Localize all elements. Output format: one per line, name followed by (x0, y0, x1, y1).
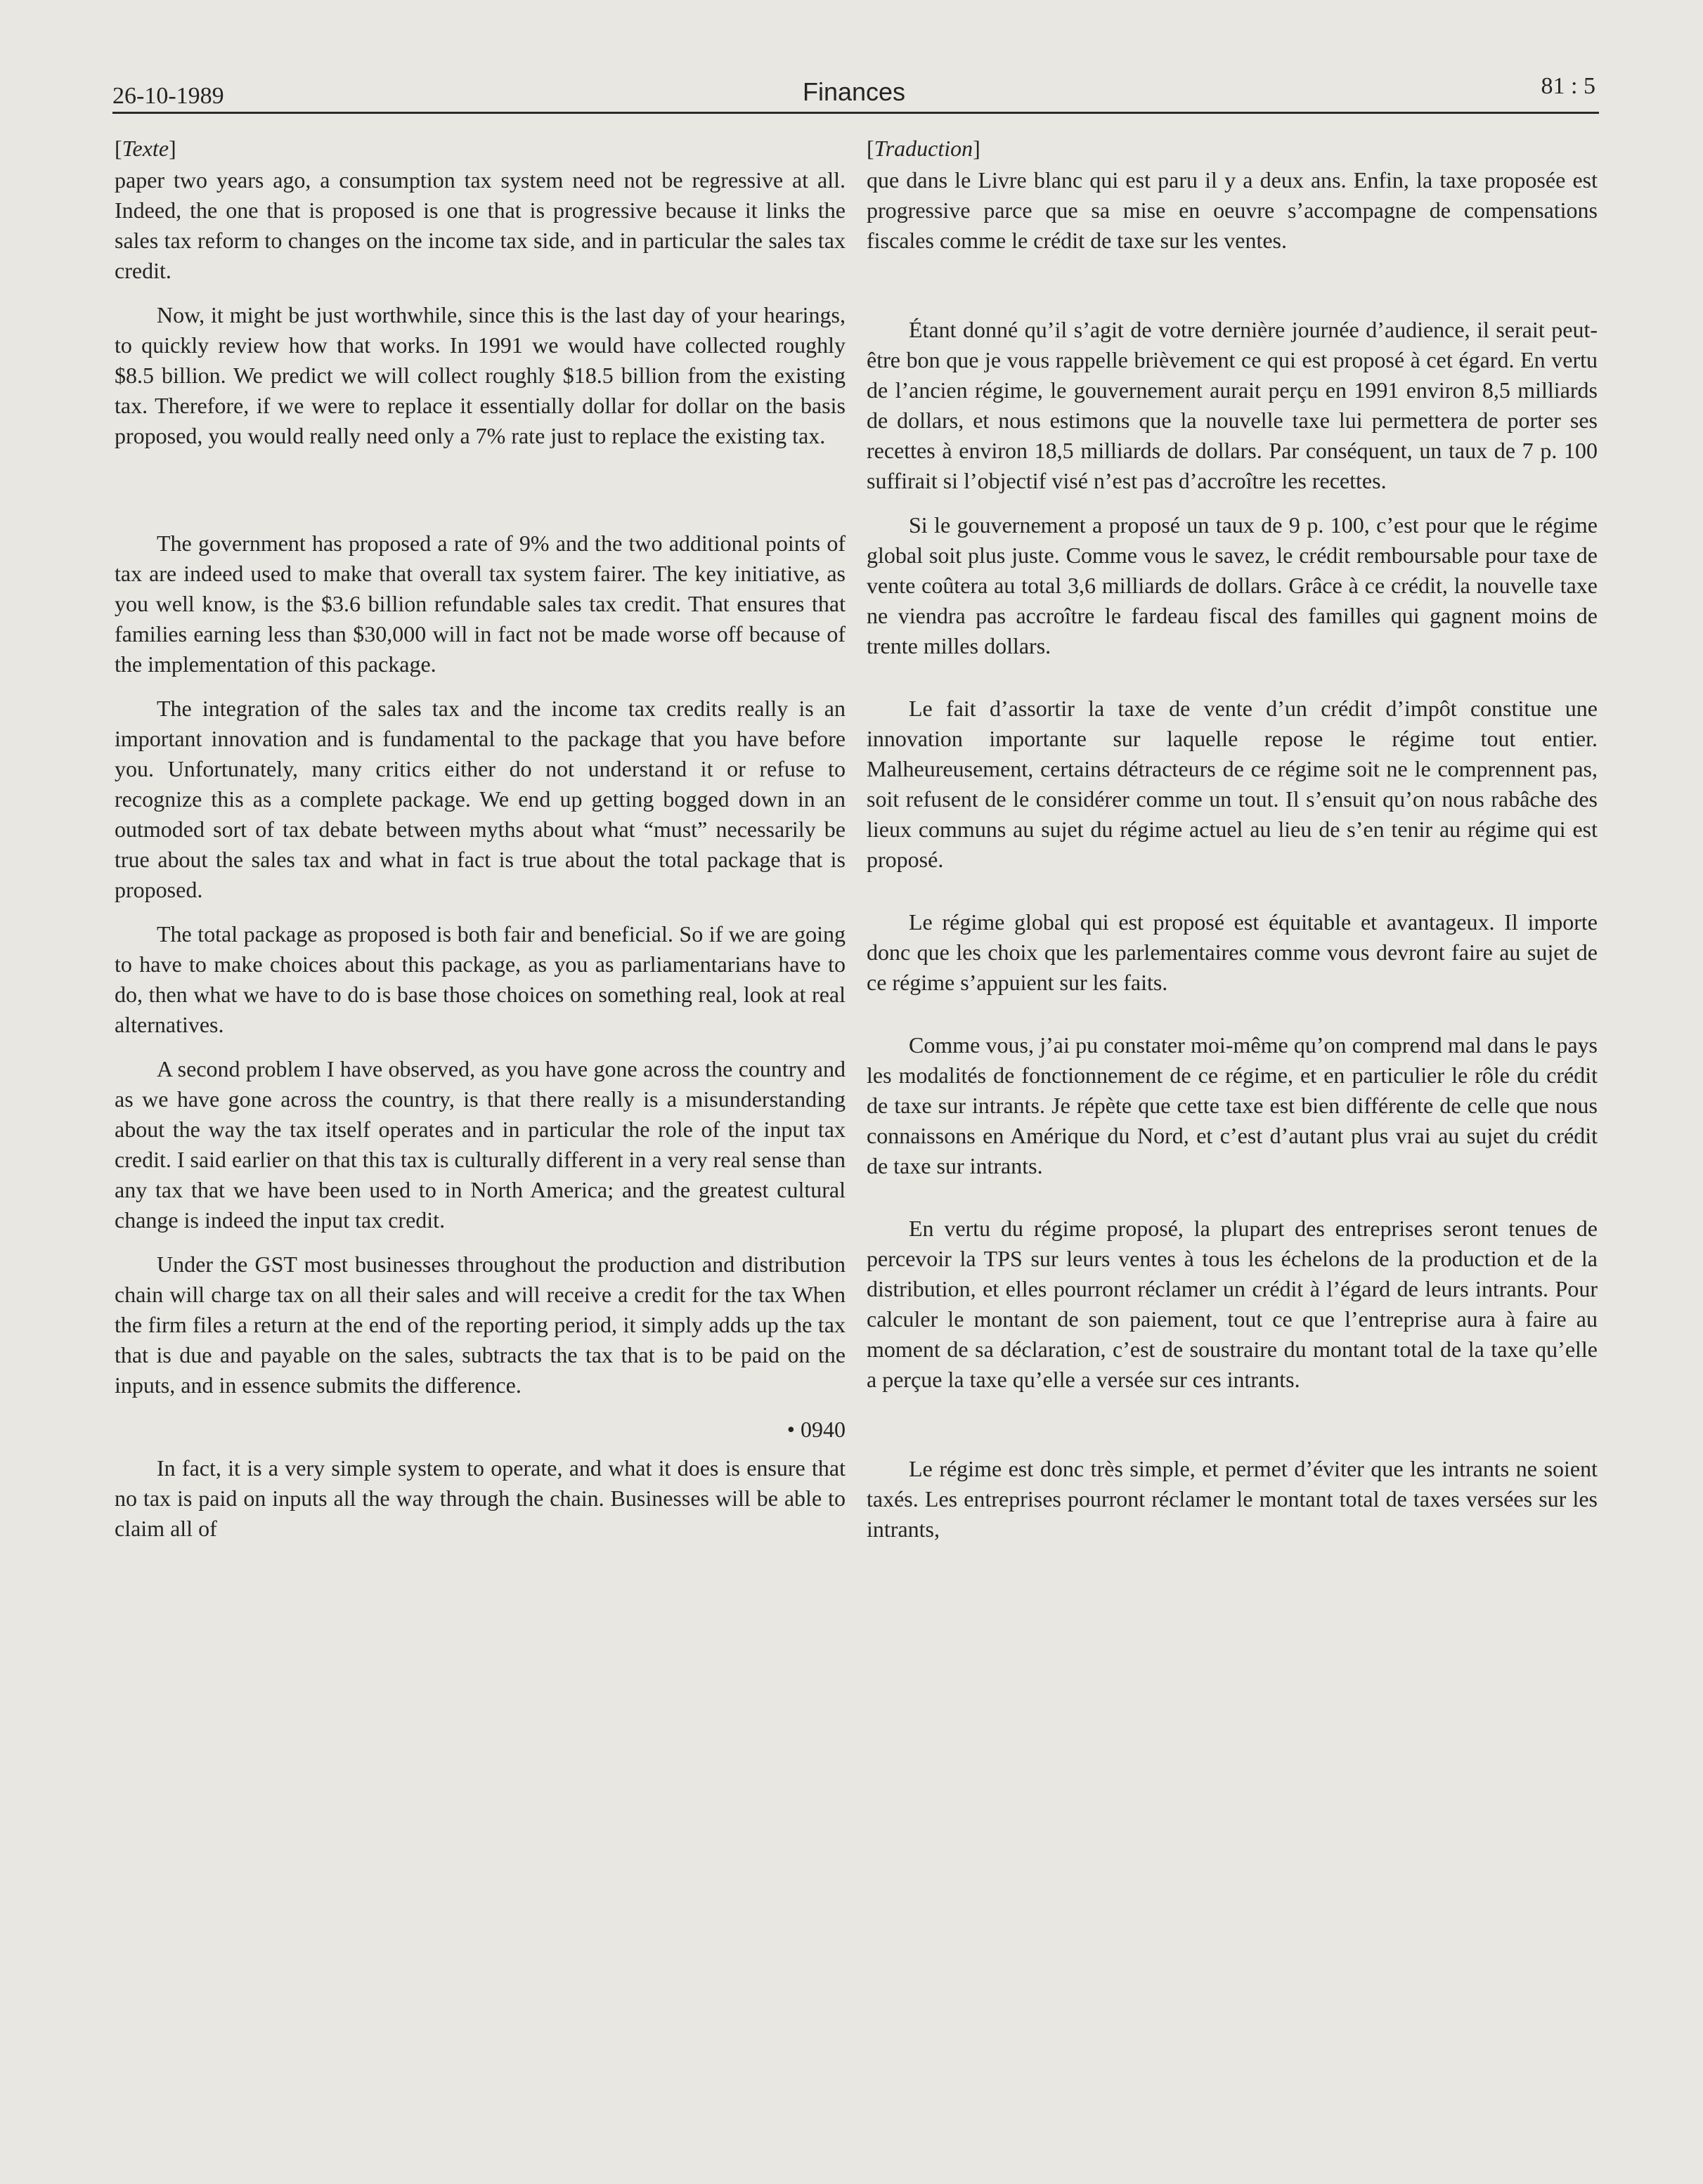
paragraph: The total package as proposed is both fair and beneficial. So if we are going to have to make choices about this package, as you as parliamentarians have to do, then what we have to do is base those choices on something real, look at real alternatives. (115, 921, 846, 1037)
page-header (112, 73, 1595, 115)
spacer (867, 889, 1598, 907)
header-title: Finances (802, 77, 906, 106)
spacer (867, 1012, 1598, 1030)
paragraph: The integration of the sales tax and the income tax credits really is an important innovation and is fundamental to the package that you have before you. Unfortunately, many critics either do not understand it or refuse to recognize this as a complete package. We end up getting bogged down in an outmoded sort of tax debate between myths about what “must” necessarily be true about the sales tax and what in fact is true about the total package that is proposed. (115, 696, 846, 902)
paragraph: In fact, it is a very simple system to operate, and what it does is ensure that no tax is paid on inputs all the way through the chain. Businesses will be able to claim all of (115, 1455, 846, 1541)
time-marker: • 0940 (786, 1417, 846, 1442)
paragraph: Le fait d’assortir la taxe de vente d’un crédit d’impôt constitue une innovation importante sur laquelle repose le régime tout entier. Malheureusement, certains détracteurs de ce régime soit ne le comprennent pas, soit refusent de le considérer comme un tout. Il s’ensuit qu’on nous rabâche des lieux communs au sujet du régime actuel au lieu de s’en tenir au régime qui est proposé. (867, 696, 1598, 872)
french-column (867, 134, 1598, 1559)
header-page-number: 81 : 5 (1541, 73, 1595, 99)
paragraph: Le régime global qui est proposé est équitable et avantageux. Il importe donc que les choix que les parlementaires comme vous devront faire au sujet de ce régime s’appuient sur les faits. (867, 909, 1598, 995)
paragraph: En vertu du régime proposé, la plupart des entreprises seront tenues de percevoir la TPS sur leurs ventes à tous les échelons de la production et de la distribution, et elles pourront réclamer un crédit à l’égard de leurs intrants. Pour calculer le montant de son paiement, tout ce que l’entreprise aura à faire au moment de sa déclaration, c’est de soustraire du montant total de la taxe qu’elle a perçue la taxe qu’elle a versée sur ces intrants. (867, 1216, 1598, 1392)
paragraph: Si le gouvernement a proposé un taux de 9 p. 100, c’est pour que le régime global soit plus juste. Comme vous le savez, le crédit remboursable pour taxe de vente coûtera au total 3,6 milliards de dollars. Grâce à ce crédit, la nouvelle taxe ne viendra pas accroître le fardeau fiscal des familles qui gagnent moins de trente milles dollars. (867, 512, 1598, 658)
paragraph: Le régime est donc très simple, et permet d’éviter que les intrants ne soient taxés. Les entreprises pourront réclamer le montant total de taxes versées sur les intrants, (867, 1456, 1598, 1542)
paragraph: que dans le Livre blanc qui est paru il y a deux ans. Enfin, la taxe proposée est progressive parce que sa mise en oeuvre s’accompagne de compensations fiscales comme le crédit de taxe sur les ventes. (867, 167, 1598, 253)
paragraph: Under the GST most businesses throughout the production and distribution chain will charge tax on all their sales and will receive a credit for the tax When the firm files a return at the end of the reporting period, it simply adds up the tax that is due and payable on the sales, subtracts the tax that is to be paid on the inputs, and in essence submits the difference. (115, 1252, 846, 1398)
header-date: 26-10-1989 (112, 83, 224, 109)
paragraph: Étant donné qu’il s’agit de votre dernière journée d’audience, il serait peut-être bon que je vous rappelle brièvement ce qui est proposé à cet égard. En vertu de l’ancien régime, le gouvernement aurait perçu en 1991 environ 8,5 milliards de dollars, et nous estimons que la nouvelle taxe lui permettera de porter ses recettes à environ 18,5 milliards de dollars. Par conséquent, un taux de 7 p. 100 suffirait si l’objectif visé n’est pas d’accroître les recettes. (867, 317, 1598, 493)
paragraph: Now, it might be just worthwhile, since this is the last day of your hearings, to quickly review how that works. In 1991 we would have collected roughly $8.5 billion. We predict we will collect roughly $18.5 billion from the existing tax. Therefore, if we were to replace it essentially dollar for dollar on the basis proposed, you would really need only a 7% rate just to replace the existing tax. (115, 302, 846, 448)
spacer (867, 270, 1598, 315)
header-rule (112, 112, 1599, 114)
paragraph: The government has proposed a rate of 9% and the two additional points of tax are indeed used to make that overall tax system fairer. The key initiative, as you well know, is the $3.6 billion refundable sales tax credit. That ensures that families earning less than $30,000 will in fact not be made worse off because of the implementation of this package. (115, 531, 846, 677)
spacer (867, 1195, 1598, 1214)
spacer (867, 1409, 1598, 1454)
paragraph: A second problem I have observed, as you have gone across the country and as we have gone across the country, is that there really is a misunderstanding about the way the tax itself operates and in particular the role of the input tax credit. I said earlier on that this tax is culturally different in a very real sense than any tax that we have been used to in North America; and the greatest cultural change is indeed the input tax credit. (115, 1056, 846, 1233)
paragraph: Comme vous, j’ai pu constater moi-même qu’on comprend mal dans le pays les modalités de fonctionnement de ce régime, et en particulier le rôle du crédit de taxe sur intrants. Je répète que cette taxe est bien différente de celle que nous connaissons en Amérique du Nord, et c’est d’autant plus vrai au sujet du crédit de taxe sur intrants. (867, 1032, 1598, 1178)
english-column (115, 134, 846, 1558)
language-tag-text: [Texte] (115, 136, 176, 161)
spacer (115, 465, 846, 528)
paragraph: paper two years ago, a consumption tax system need not be regressive at all. Indeed, the one that is proposed is one that is progressive because it links the sales tax reform to changes on the income tax side, and in particular the sales tax credit. (115, 167, 846, 283)
language-tag-traduction: [Traduction] (867, 136, 980, 161)
spacer (867, 675, 1598, 694)
